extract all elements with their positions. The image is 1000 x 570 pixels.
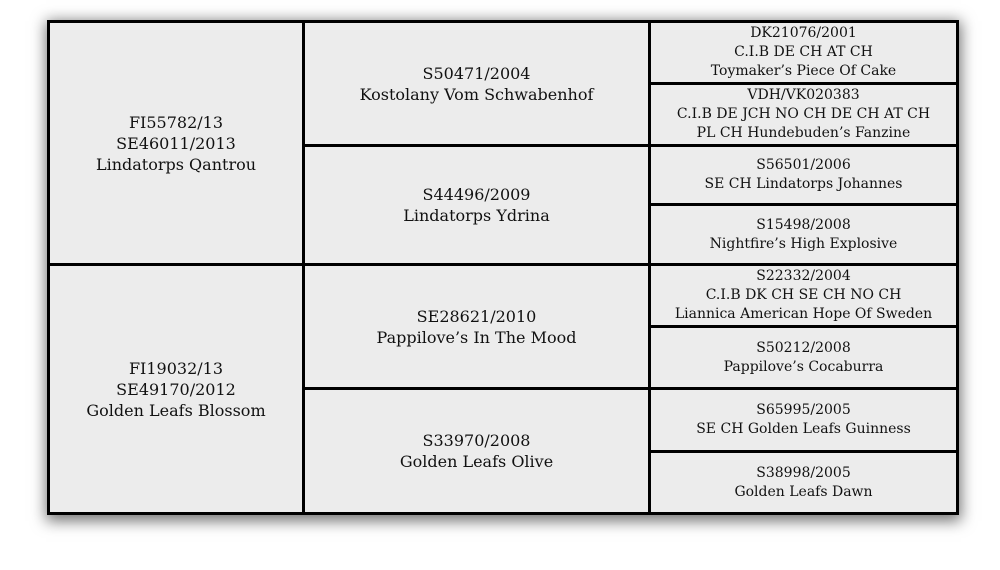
maternal-grandsire-cell (304, 265, 650, 389)
ggp-2-name: PL CH Hundebuden’s Fanzine (696, 125, 911, 141)
ggp-3-name: SE CH Lindatorps Johannes (704, 176, 903, 192)
ggp-1-reg: DK21076/2001 (750, 25, 857, 41)
dam-reg-se: SE49170/2012 (116, 379, 236, 399)
ggp-2-titles: C.I.B DE JCH NO CH DE CH AT CH (676, 106, 931, 122)
ggp-cell-3 (650, 146, 958, 205)
sire-reg-fi: FI55782/13 (128, 112, 224, 132)
ggp-4-reg: S15498/2008 (756, 216, 851, 233)
ggp-5-titles: C.I.B DK CH SE CH NO CH (705, 287, 902, 303)
ggp-8-reg: S38998/2005 (756, 464, 851, 481)
maternal-granddam-reg: S33970/2008 (422, 431, 531, 450)
maternal-granddam-name: Golden Leafs Olive (399, 452, 554, 471)
ggp-4-name: Nightfire’s High Explosive (709, 235, 898, 252)
ggp-7-reg: S65995/2005 (756, 402, 851, 418)
dam-reg-fi: FI19032/13 (128, 358, 224, 378)
paternal-grandsire-cell (304, 22, 650, 146)
ggp-cell-2 (650, 84, 958, 146)
ggp-3-reg: S56501/2006 (756, 157, 851, 173)
maternal-granddam-cell (304, 389, 650, 514)
dam-cell (49, 265, 304, 514)
ggp-cell-8 (650, 452, 958, 514)
ggp-1-name: Toymaker’s Piece Of Cake (710, 63, 897, 79)
ggp-6-name: Pappilove’s Cocaburra (723, 358, 884, 375)
paternal-grandsire-name: Kostolany Vom Schwabenhof (359, 84, 594, 104)
sire-cell (49, 22, 304, 265)
ggp-5-name: Liannica American Hope Of Sweden (674, 306, 933, 322)
ggp-1-titles: C.I.B DE CH AT CH (734, 44, 873, 60)
ggp-7-name: SE CH Golden Leafs Guinness (696, 421, 911, 437)
ggp-cell-5 (650, 265, 958, 327)
paternal-granddam-cell (304, 146, 650, 265)
dam-name: Golden Leafs Blossom (86, 400, 266, 420)
paternal-granddam-reg: S44496/2009 (422, 185, 531, 204)
sire-name: Lindatorps Qantrou (95, 154, 257, 174)
ggp-cell-6 (650, 327, 958, 389)
paternal-grandsire-reg: S50471/2004 (422, 63, 531, 83)
paternal-granddam-name: Lindatorps Ydrina (403, 206, 550, 225)
ggp-cell-7 (650, 389, 958, 452)
pedigree-frame (47, 20, 956, 514)
maternal-grandsire-reg: SE28621/2010 (416, 306, 537, 326)
ggp-2-reg: VDH/VK020383 (747, 87, 860, 103)
ggp-6-reg: S50212/2008 (756, 339, 851, 356)
pedigree-table (47, 20, 959, 515)
ggp-8-name: Golden Leafs Dawn (734, 483, 873, 500)
ggp-cell-4 (650, 205, 958, 265)
ggp-cell-1 (650, 22, 958, 84)
sire-reg-se: SE46011/2013 (116, 133, 236, 153)
maternal-grandsire-name: Pappilove’s In The Mood (376, 327, 577, 347)
ggp-5-reg: S22332/2004 (756, 268, 851, 284)
